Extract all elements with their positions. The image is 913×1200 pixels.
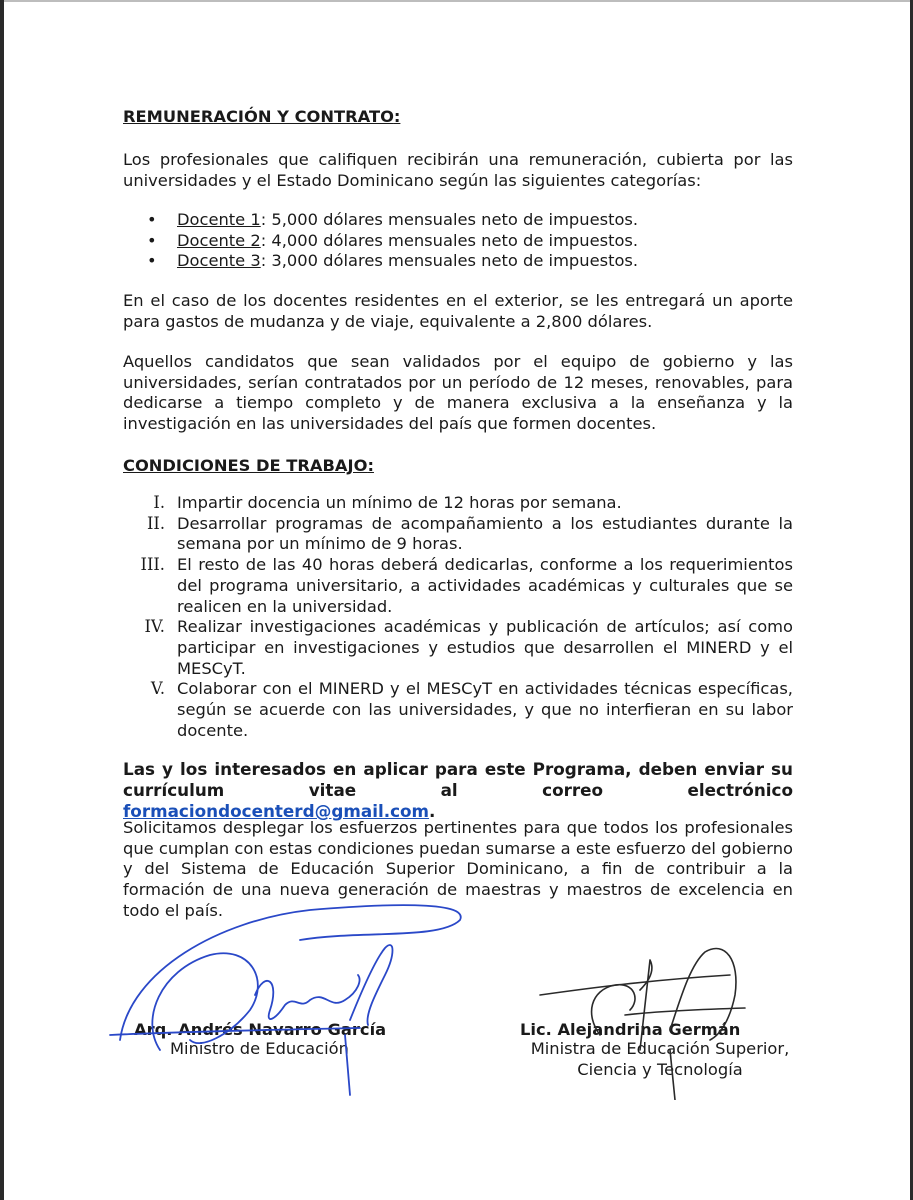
bullet: • bbox=[147, 210, 157, 229]
category-name: Docente 1 bbox=[177, 210, 261, 229]
scan-edge-top bbox=[0, 0, 913, 2]
category-item bbox=[123, 210, 638, 231]
category-item bbox=[123, 251, 638, 272]
condicion-text: Realizar investigaciones académicas y publicación de artículos; así como participar en investigaciones y estudios que desarrollen el MINERD y el MESCyT. bbox=[177, 617, 793, 678]
condicion-text: Desarrollar programas de acompañamiento a los estudiantes durante la semana por un mínimo de 9 horas. bbox=[177, 513, 793, 554]
category-name: Docente 3 bbox=[177, 251, 261, 271]
handwritten-signature-left bbox=[100, 900, 480, 1100]
bullet: • bbox=[147, 230, 157, 250]
aplicar-paragraph bbox=[123, 759, 793, 822]
roman-numeral: II. bbox=[146, 513, 165, 533]
signature-block-right bbox=[520, 1020, 800, 1080]
signatory-role-right-line1: Ministra de Educación Superior, bbox=[530, 1039, 790, 1058]
condiciones-list bbox=[123, 493, 793, 741]
aplicar-text: Las y los interesados en aplicar para este Programa, deben enviar su currículum vitae al correo electrónico bbox=[123, 759, 793, 800]
email-link[interactable]: formaciondocenterd@gmail.com bbox=[123, 801, 430, 821]
roman-numeral: I. bbox=[153, 493, 165, 512]
category-text: : 3,000 dólares mensuales neto de impuestos. bbox=[260, 251, 639, 271]
signatory-name-right: Lic. Alejandrina Germán bbox=[520, 1020, 741, 1039]
roman-numeral: IV. bbox=[144, 617, 165, 637]
exterior-paragraph: En el caso de los docentes residentes en el exterior, se les entregará un aporte para gastos de mudanza y de viaje, equivalente a 2,800 dólares. bbox=[123, 291, 793, 331]
condicion-text: Impartir docencia un mínimo de 12 horas por semana. bbox=[177, 493, 622, 512]
condicion-item bbox=[123, 514, 793, 555]
contrato-paragraph: Aquellos candidatos que sean validados por el equipo de gobierno y las universidades, serían contratados por un período de 12 meses, renovables, para dedicarse a tiempo completo y de manera exclusiva a la enseñanza y la investigación en las universidades del país que formen docentes. bbox=[123, 352, 793, 434]
signatory-role-left: Ministro de Educación bbox=[170, 1039, 349, 1058]
cierre-paragraph: Solicitamos desplegar los esfuerzos pertinentes para que todos los profesionales que cumplan con estas condiciones puedan sumarse a este esfuerzo del gobierno y del Sistema de Educación Superior Dominicano, a fin de contribuir a la formación de una nueva generación de maestras y maestros de excelencia en todo el país. bbox=[123, 818, 793, 920]
roman-numeral: III. bbox=[140, 555, 165, 575]
condicion-item bbox=[123, 493, 793, 514]
scan-edge-left bbox=[0, 0, 4, 1200]
condicion-item bbox=[123, 555, 793, 617]
condicion-text: Colaborar con el MINERD y el MESCyT en actividades técnicas específicas, según se acuerde con las universidades, y que no interfieran en su labor docente. bbox=[177, 679, 793, 740]
condicion-text: El resto de las 40 horas deberá dedicarlas, conforme a los requerimientos del programa universitario, a actividades académicas y culturales que se realicen en la universidad. bbox=[177, 555, 793, 616]
remuneracion-intro: Los profesionales que califiquen recibirán una remuneración, cubierta por las universidades y el Estado Dominicano según las siguientes categorías: bbox=[123, 150, 793, 190]
condicion-item bbox=[123, 617, 793, 679]
signatory-role-right-line2: Ciencia y Tecnología bbox=[577, 1059, 743, 1079]
condiciones-heading: CONDICIONES DE TRABAJO: bbox=[123, 456, 374, 475]
category-name: Docente 2 bbox=[177, 230, 261, 250]
remuneracion-heading: REMUNERACIÓN Y CONTRATO: bbox=[123, 107, 401, 126]
signatory-name-left: Arq. Andrés Navarro García bbox=[134, 1020, 387, 1039]
roman-numeral: V. bbox=[150, 679, 165, 699]
aplicar-suffix: . bbox=[429, 801, 436, 821]
bullet: • bbox=[147, 251, 157, 271]
categories-list bbox=[123, 210, 638, 272]
category-item bbox=[123, 231, 638, 252]
category-text: : 5,000 dólares mensuales neto de impuestos. bbox=[260, 210, 639, 229]
category-text: : 4,000 dólares mensuales neto de impuestos. bbox=[260, 230, 639, 250]
signature-block-left bbox=[134, 1020, 454, 1060]
condicion-item bbox=[123, 679, 793, 741]
